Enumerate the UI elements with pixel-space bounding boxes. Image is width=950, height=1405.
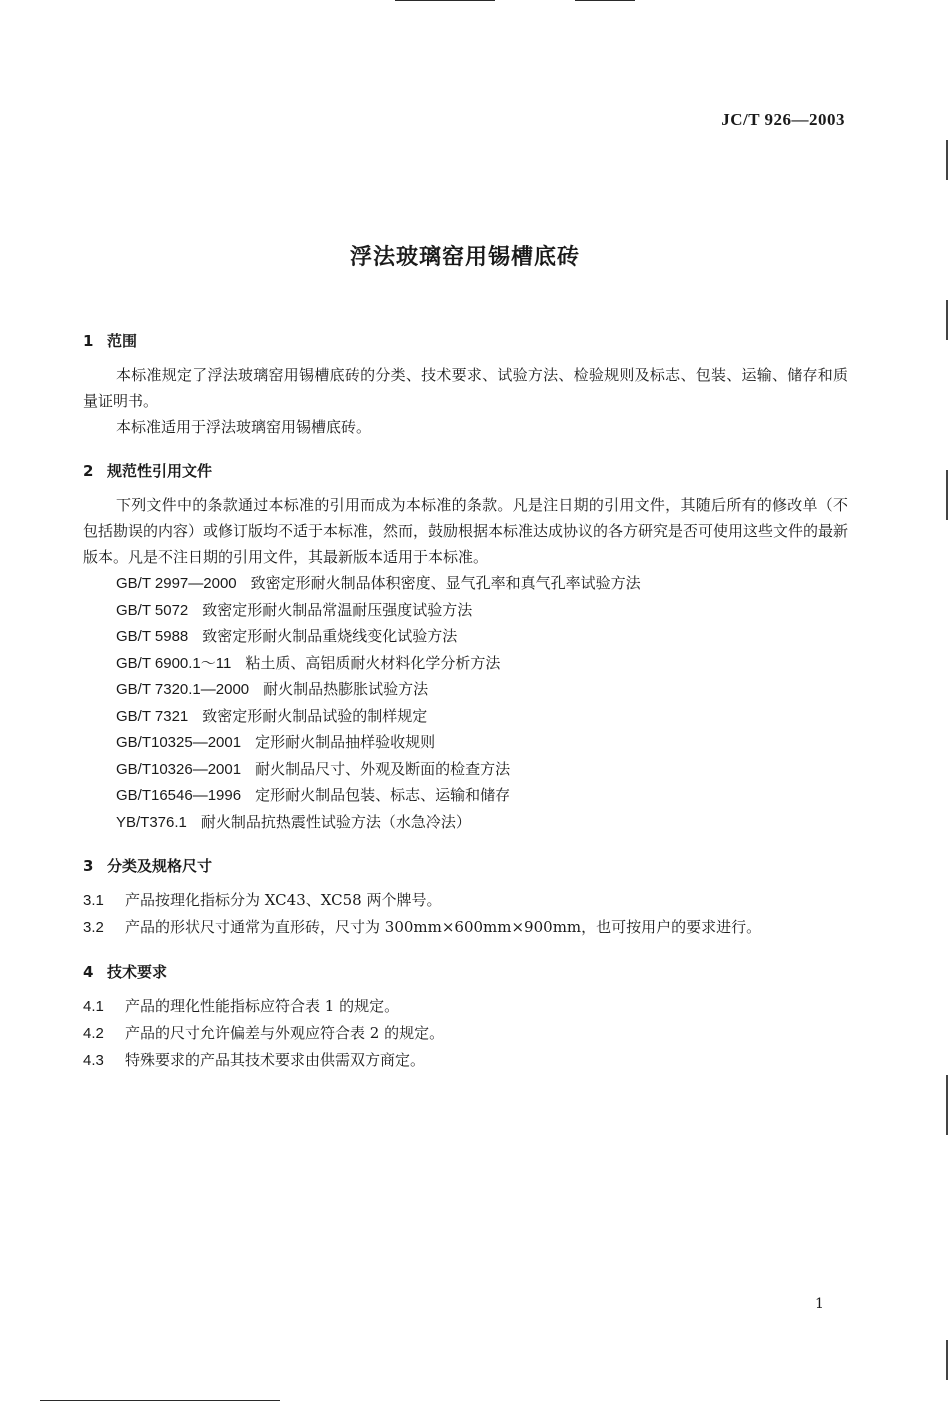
clause-number: 3.2 [83,919,104,936]
clause-3-2 [83,914,848,941]
document-body [83,328,848,1074]
section-title: 分类及规格尺寸 [107,857,213,875]
clause-4-3 [83,1047,848,1074]
reference-name: 粘土质、高铝质耐火材料化学分析方法 [245,653,501,672]
reference-code: GB/T10325—2001 [116,734,242,751]
clause-number: 3.1 [83,892,104,909]
page-number: 1 [815,1296,824,1312]
reference-code: YB/T376.1 [116,813,187,831]
reference-name: 耐火制品尺寸、外观及断面的检查方法 [255,759,511,778]
section-3-heading [83,853,848,879]
reference-name: 耐火制品抗热震性试验方法（水急冷法） [200,812,471,831]
reference-item [116,782,848,809]
section-number: 2 [83,462,94,480]
reference-name: 定形耐火制品包装、标志、运输和储存 [255,786,511,804]
scan-artifact-top-2 [575,0,635,1]
clause-3-1 [83,887,848,914]
clause-text: 产品的尺寸允许偏差与外观应符合表 2 的规定。 [125,1024,445,1042]
reference-code: GB/T 7320.1—2000 [116,681,250,698]
clause-text: 产品按理化指标分为 XC43、XC58 两个牌号。 [125,891,442,909]
margin-mark-3 [946,470,948,520]
scan-artifact-bottom [40,1400,280,1401]
margin-mark-2 [946,300,948,340]
clause-4-1 [83,993,848,1020]
reference-item [116,570,848,597]
reference-list [83,570,848,835]
reference-item [116,756,848,783]
section-number: 1 [83,332,94,350]
section-title: 范围 [107,332,138,350]
reference-item [116,650,848,677]
scope-paragraph-2: 本标准适用于浮法玻璃窑用锡槽底砖。 [116,418,372,436]
reference-code: GB/T16546—1996 [116,787,242,804]
section-4-heading [83,959,848,985]
reference-code: GB/T 5988 [116,628,189,645]
reference-item [116,623,848,650]
reference-name: 致密定形耐火制品重烧线变化试验方法 [202,627,458,645]
reference-code: GB/T 2997—2000 [116,575,237,592]
section-2-heading [83,458,848,484]
margin-mark-1 [946,140,948,180]
scan-artifact-top-1 [395,0,495,1]
reference-name: 耐火制品热膨胀试验方法 [263,680,429,698]
margin-mark-5 [946,1340,948,1380]
reference-name: 致密定形耐火制品常温耐压强度试验方法 [202,600,473,619]
section-title: 规范性引用文件 [107,462,213,480]
section-1-heading [83,328,848,354]
scope-paragraph-1: 本标准规定了浮法玻璃窑用锡槽底砖的分类、技术要求、试验方法、检验规则及标志、包装、运输、储存和质量证明书。 [83,366,848,410]
clause-4-2 [83,1020,848,1047]
reference-item [116,729,848,756]
reference-code: GB/T 7321 [116,707,189,725]
section-number: 3 [83,857,94,875]
section-number: 4 [83,963,94,981]
reference-name: 致密定形耐火制品试验的制样规定 [202,706,428,725]
clause-number: 4.2 [83,1025,104,1042]
clause-text: 特殊要求的产品其技术要求由供需双方商定。 [125,1051,426,1069]
clause-number: 4.3 [83,1052,104,1069]
reference-item [116,676,848,703]
references-intro-paragraph: 下列文件中的条款通过本标准的引用而成为本标准的条款。凡是注日期的引用文件，其随后所有的修改单（不包括勘误的内容）或修订版均不适于本标准，然而，鼓励根据本标准达成协议的各方研究是否可使用这些文件的最新版本。凡是不注日期的引用文件，其最新版本适用于本标准。 [83,496,849,566]
reference-code: GB/T 6900.1～11 [116,654,232,672]
clause-number: 4.1 [83,998,104,1015]
reference-code: GB/T 5072 [116,601,189,619]
margin-mark-4 [946,1075,948,1135]
document-title: 浮法玻璃窑用锡槽底砖 [349,245,580,270]
reference-item [116,597,848,624]
reference-name: 致密定形耐火制品体积密度、显气孔率和真气孔率试验方法 [250,574,641,592]
clause-text: 产品的理化性能指标应符合表 1 的规定。 [125,997,400,1015]
clause-text: 产品的形状尺寸通常为直形砖，尺寸为 300mm×600mm×900mm，也可按用户的要求进行。 [125,918,762,936]
reference-item [116,809,848,836]
standard-code: JC/T 926—2003 [721,110,845,129]
reference-item [116,703,848,730]
section-title: 技术要求 [107,963,168,981]
reference-code: GB/T10326—2001 [116,760,242,778]
reference-name: 定形耐火制品抽样验收规则 [255,733,436,751]
